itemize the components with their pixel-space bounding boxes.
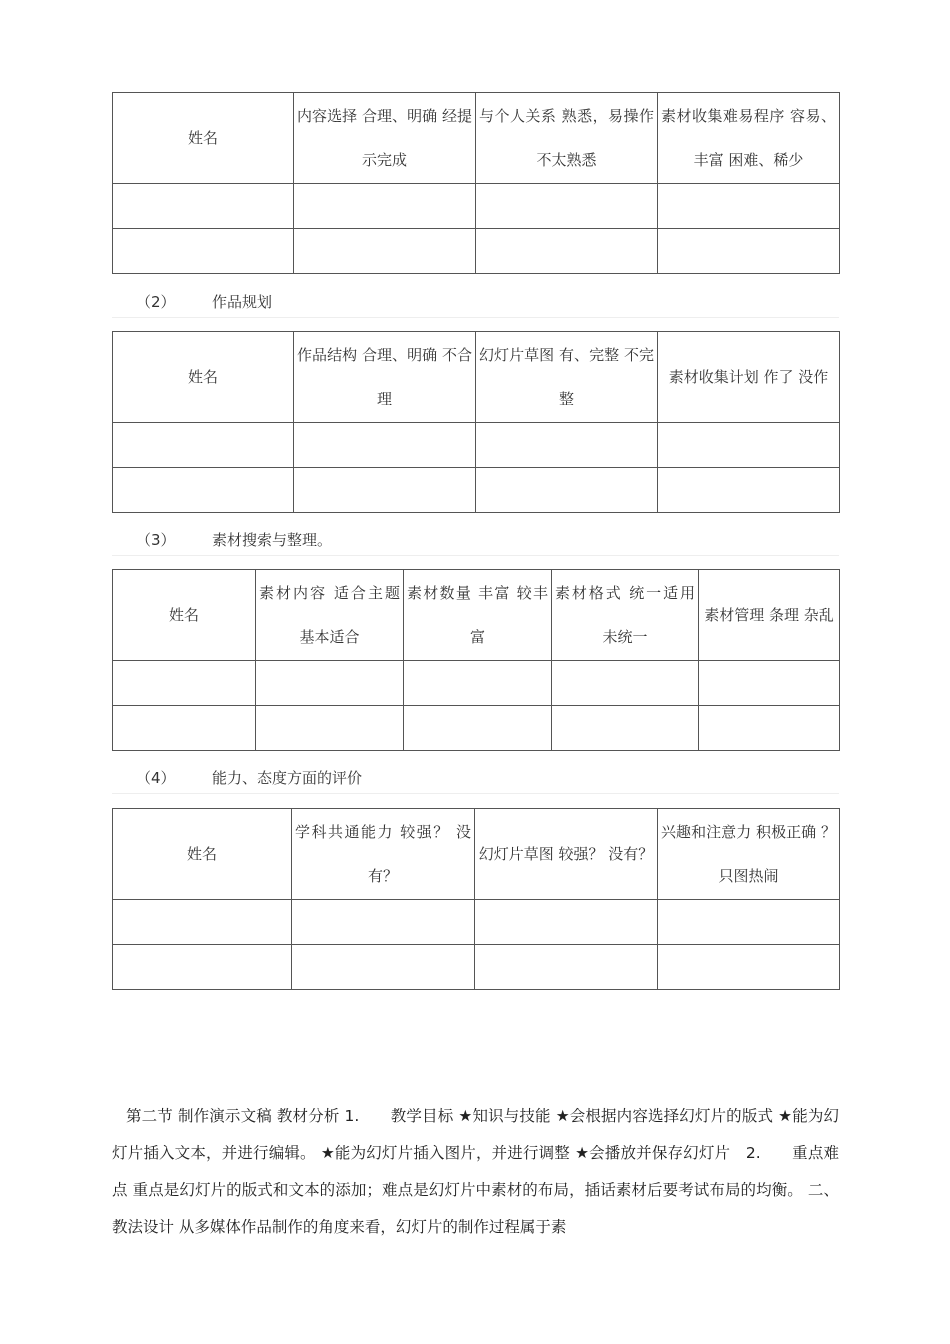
empty-cell (476, 184, 658, 229)
section-number: （3） (136, 531, 176, 549)
empty-cell (113, 229, 294, 274)
empty-cell (294, 468, 476, 513)
empty-cell (292, 900, 475, 945)
header-cell: 姓名 (113, 570, 256, 661)
section-title: 素材搜索与整理。 (212, 531, 333, 549)
empty-cell (658, 423, 840, 468)
empty-cell (113, 184, 294, 229)
empty-cell (475, 900, 658, 945)
evaluation-table-1 (112, 92, 840, 274)
section-number: （4） (136, 769, 176, 787)
empty-cell (294, 184, 476, 229)
evaluation-table-3 (112, 569, 840, 751)
empty-cell (658, 900, 840, 945)
empty-cell (404, 706, 552, 751)
header-cell: 内容选择 合理、明确 经提示完成 (294, 93, 476, 184)
empty-cell (292, 945, 475, 990)
evaluation-table-4 (112, 808, 840, 990)
empty-cell (294, 423, 476, 468)
lesson-paragraph: 第二节 制作演示文稿 教材分析 1. 教学目标 ★知识与技能 ★会根据内容选择幻灯片的版式 ★能为幻灯片插入文本，并进行编辑。 ★能为幻灯片插入图片，并进行调整 ★会播放并保存幻灯片 2. 重点难点 重点是幻灯片的版式和文本的添加；难点是幻灯片中素材的布局，插话素材后要考试布局的均衡。 二、教法设计 从多媒体作品制作的角度来看，幻灯片的制作过程属于素 (112, 1107, 839, 1236)
empty-cell (658, 229, 840, 274)
section-title: 作品规划 (212, 293, 273, 311)
section-heading-4 (112, 763, 839, 794)
header-cell: 幻灯片草图 较强？ 没有？ (475, 809, 658, 900)
empty-cell (699, 706, 840, 751)
header-cell: 兴趣和注意力 积极正确 ？ 只图热闹 (658, 809, 840, 900)
header-cell: 幻灯片草图 有、完整 不完整 (476, 332, 658, 423)
empty-cell (256, 706, 404, 751)
header-cell: 姓名 (113, 93, 294, 184)
empty-cell (113, 661, 256, 706)
empty-cell (113, 945, 292, 990)
evaluation-table-2 (112, 331, 840, 513)
section-heading-2 (112, 287, 839, 318)
empty-cell (113, 900, 292, 945)
empty-cell (113, 423, 294, 468)
section-number: （2） (136, 293, 176, 311)
header-cell: 素材内容 适合主题 基本适合 (256, 570, 404, 661)
empty-cell (294, 229, 476, 274)
header-cell: 姓名 (113, 332, 294, 423)
header-cell: 姓名 (113, 809, 292, 900)
empty-cell (658, 184, 840, 229)
empty-cell (699, 661, 840, 706)
empty-cell (404, 661, 552, 706)
empty-cell (476, 229, 658, 274)
header-cell: 素材收集计划 作了 没作 (658, 332, 840, 423)
empty-cell (113, 468, 294, 513)
empty-cell (475, 945, 658, 990)
empty-cell (658, 468, 840, 513)
header-cell: 素材管理 条理 杂乱 (699, 570, 840, 661)
header-cell: 素材格式 统一适用 未统一 (552, 570, 699, 661)
empty-cell (552, 661, 699, 706)
header-cell: 学科共通能力 较强？ 没有？ (292, 809, 475, 900)
empty-cell (113, 706, 256, 751)
section-heading-3 (112, 525, 839, 556)
empty-cell (476, 423, 658, 468)
empty-cell (658, 945, 840, 990)
header-cell: 素材收集难易程序 容易、丰富 困难、稀少 (658, 93, 840, 184)
section-title: 能力、态度方面的评价 (212, 769, 363, 787)
header-cell: 与个人关系 熟悉，易操作 不太熟悉 (476, 93, 658, 184)
header-cell: 素材数量 丰富 较丰富 (404, 570, 552, 661)
empty-cell (256, 661, 404, 706)
header-cell: 作品结构 合理、明确 不合理 (294, 332, 476, 423)
empty-cell (552, 706, 699, 751)
empty-cell (476, 468, 658, 513)
